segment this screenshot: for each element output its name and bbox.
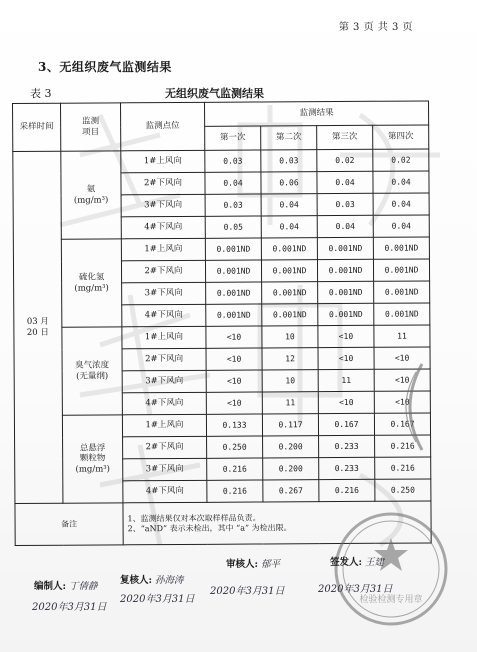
- result-value: 0.04: [261, 194, 317, 216]
- table-row: [14, 325, 430, 350]
- result-value: 0.02: [373, 149, 429, 171]
- header-run-4: 第四次: [373, 125, 429, 149]
- result-value: 0.04: [205, 172, 261, 194]
- monitoring-point: 1#上风向: [121, 238, 205, 261]
- compiler-date: 2020年3月31日: [32, 602, 107, 613]
- result-value: 0.167: [374, 413, 430, 435]
- monitoring-point: 4#下风向: [122, 304, 206, 327]
- issuer-label: 签发人:: [330, 557, 363, 568]
- result-value: <10: [374, 347, 430, 369]
- result-value: <10: [318, 391, 374, 413]
- monitoring-item: 总悬浮 颗粒物 (mg/m³): [62, 415, 123, 503]
- result-value: 0.133: [206, 414, 262, 436]
- result-value: 0.216: [319, 479, 375, 501]
- issuer-date: 2020年3月31日: [318, 584, 393, 595]
- result-value: 0.216: [375, 457, 431, 479]
- monitoring-point: 2#下风向: [121, 172, 205, 195]
- result-value: 0.04: [373, 171, 429, 193]
- result-value: 0.001ND: [318, 281, 374, 303]
- reviewer-signature: [120, 572, 184, 586]
- result-value: 0.03: [261, 150, 317, 172]
- result-value: 0.250: [207, 436, 263, 458]
- result-value: 0.03: [317, 193, 373, 215]
- sampling-date: 03 月 20 日: [13, 151, 63, 503]
- monitoring-point: 2#下风向: [122, 348, 206, 371]
- result-value: 0.001ND: [317, 259, 373, 281]
- reviewer-name: 孙海涛: [155, 575, 184, 586]
- result-value: 12: [262, 348, 318, 370]
- result-value: 0.04: [261, 216, 317, 238]
- result-value: 0.03: [205, 150, 261, 172]
- result-value: 11: [318, 369, 374, 391]
- reviewer-date: 2020年3月31日: [120, 594, 195, 605]
- result-value: 0.216: [207, 480, 263, 502]
- result-value: <10: [374, 391, 430, 413]
- section-title: 3、无组织废气监测结果: [38, 60, 172, 74]
- note-line-2: 2、“aND” 表示未检出，其中 “a” 为检出限。: [127, 522, 292, 533]
- monitoring-item: 臭气浓度 (无量纲): [62, 327, 123, 415]
- monitoring-point: 4#下风向: [122, 392, 206, 415]
- monitoring-point: 4#下风向: [121, 216, 205, 239]
- result-value: 0.04: [317, 171, 373, 193]
- result-value: 0.06: [261, 172, 317, 194]
- monitoring-point: 3#下风向: [121, 194, 205, 217]
- stamp-text: 检验检测专用章: [359, 595, 423, 605]
- result-value: <10: [374, 369, 430, 391]
- compiler-name: 丁倩静: [69, 581, 98, 592]
- monitoring-point: 4#下风向: [123, 480, 207, 503]
- result-value: 0.001ND: [205, 238, 261, 260]
- header-sampling-time: 采样时间: [13, 103, 61, 151]
- header-monitoring-item: [61, 103, 121, 151]
- auditor-name: 郁平: [261, 559, 281, 570]
- result-value: 0.001ND: [373, 237, 429, 259]
- result-value: 0.250: [375, 479, 431, 501]
- side-seal-stamp: [392, 362, 428, 452]
- result-value: 0.200: [263, 436, 319, 458]
- result-value: 0.233: [319, 457, 375, 479]
- note-line-1: 1、监测结果仅对本次取样样品负责。: [127, 512, 261, 523]
- table-row: [13, 149, 429, 174]
- monitoring-point: 1#上风向: [122, 414, 206, 437]
- notes-label: 备注: [15, 503, 123, 546]
- result-value: 0.233: [319, 435, 375, 457]
- result-value: 0.001ND: [318, 303, 374, 325]
- compiler-signature: [34, 578, 98, 592]
- header-run-1: 第一次: [205, 126, 261, 150]
- result-value: 10: [262, 370, 318, 392]
- header-run-3: 第三次: [317, 125, 373, 149]
- result-value: 0.04: [373, 193, 429, 215]
- monitoring-point: 3#下风向: [123, 458, 207, 481]
- result-value: <10: [206, 348, 262, 370]
- compiler-label: 编制人:: [34, 581, 67, 592]
- result-value: <10: [318, 347, 374, 369]
- result-value: 0.001ND: [373, 259, 429, 281]
- result-value: 0.05: [205, 216, 261, 238]
- result-value: 0.02: [317, 149, 373, 171]
- result-value: 0.001ND: [317, 237, 373, 259]
- result-value: 0.04: [373, 215, 429, 237]
- auditor-label: 审核人:: [226, 559, 259, 570]
- result-value: 0.267: [263, 480, 319, 502]
- result-value: 0.001ND: [374, 281, 430, 303]
- result-value: 0.001ND: [206, 282, 262, 304]
- result-value: 0.04: [317, 215, 373, 237]
- result-value: 0.117: [262, 414, 318, 436]
- issuer-signature: [330, 554, 384, 568]
- result-value: 11: [262, 392, 318, 414]
- result-value: 0.001ND: [374, 303, 430, 325]
- table-title: 无组织废气监测结果: [165, 87, 264, 100]
- monitoring-point: 2#下风向: [123, 436, 207, 459]
- signature-area: [0, 557, 477, 638]
- table-row: [14, 413, 430, 438]
- header-run-2: 第二次: [261, 126, 317, 150]
- monitoring-results-table: [12, 100, 432, 546]
- result-value: 11: [374, 325, 430, 347]
- result-value: 0.001ND: [205, 260, 261, 282]
- header-results: 监测结果: [204, 101, 428, 126]
- monitoring-point: 1#上风向: [122, 326, 206, 349]
- result-value: <10: [318, 325, 374, 347]
- monitoring-point: 3#下风向: [122, 370, 206, 393]
- result-value: 0.216: [375, 435, 431, 457]
- result-value: 0.03: [205, 194, 261, 216]
- header-monitoring-item-label: 监测 项目: [82, 116, 100, 138]
- monitoring-point: 1#上风向: [121, 150, 205, 173]
- monitoring-item: 硫化氢 (mg/m³): [61, 239, 122, 327]
- header-monitoring-point: 监测点位: [121, 102, 205, 151]
- reviewer-label: 复核人:: [120, 575, 153, 586]
- monitoring-point: 2#下风向: [121, 260, 205, 283]
- result-value: 0.001ND: [262, 304, 318, 326]
- auditor-date: 2020年3月31日: [210, 586, 285, 597]
- result-value: 10: [262, 326, 318, 348]
- issuer-name: 王建: [365, 557, 385, 568]
- monitoring-point: 3#下风向: [122, 282, 206, 305]
- result-value: <10: [206, 326, 262, 348]
- auditor-signature: [226, 556, 280, 570]
- result-value: <10: [206, 370, 262, 392]
- table-row: [13, 237, 429, 262]
- monitoring-item: 氨 (mg/m³): [61, 151, 122, 239]
- result-value: <10: [206, 392, 262, 414]
- result-value: 0.167: [318, 413, 374, 435]
- result-value: 0.200: [263, 458, 319, 480]
- result-value: 0.001ND: [262, 282, 318, 304]
- page-number: 第 3 页 共 3 页: [338, 22, 413, 33]
- table-number: 表 3: [30, 87, 52, 100]
- result-value: 0.001ND: [261, 238, 317, 260]
- result-value: 0.001ND: [206, 304, 262, 326]
- result-value: 0.001ND: [261, 260, 317, 282]
- result-value: 0.216: [207, 458, 263, 480]
